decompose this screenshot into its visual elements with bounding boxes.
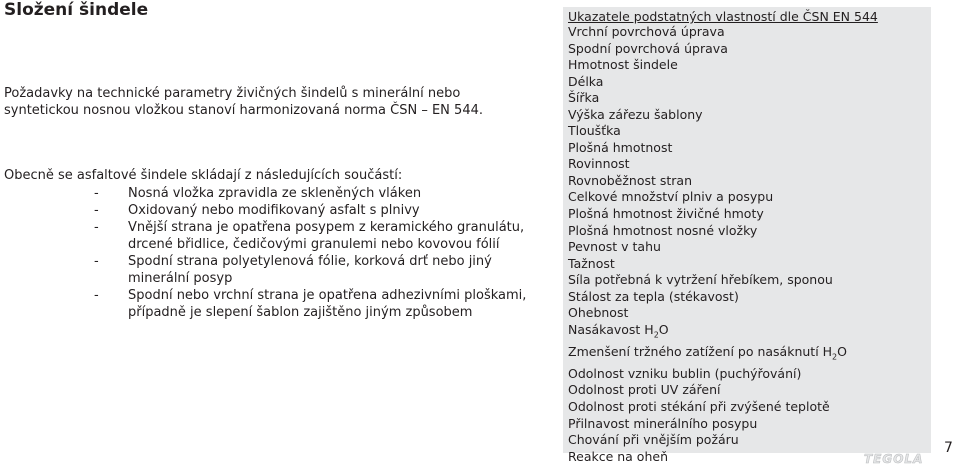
property-item: Rovnoběžnost stran bbox=[568, 172, 693, 188]
property-item: Hmotnost šindele bbox=[568, 57, 678, 73]
list-dash: - bbox=[94, 288, 99, 303]
property-item: Spodní povrchová úprava bbox=[568, 40, 728, 56]
subscript: 2 bbox=[832, 352, 838, 362]
list-dash: - bbox=[94, 254, 99, 269]
list-item-text: Spodní nebo vrchní strana je opatřena adhezivními ploškami, případně je slepení šablon zajištěno jiným způsobem bbox=[128, 288, 527, 320]
page-title: Složení šindele bbox=[4, 0, 149, 20]
property-text-tail: O bbox=[837, 343, 847, 359]
list-dash: - bbox=[94, 220, 99, 235]
property-item-water-absorption bbox=[568, 322, 847, 344]
property-item: Pevnost v tahu bbox=[568, 239, 661, 255]
properties-title: Ukazatele podstatných vlastností dle ČSN EN 544 bbox=[568, 9, 878, 24]
list-item-text: Oxidovaný nebo modifikovaný asfalt s plnivy bbox=[128, 203, 420, 218]
property-item: Délka bbox=[568, 73, 604, 89]
properties-list bbox=[568, 24, 847, 465]
list-item-text: Spodní strana polyetylenová fólie, korková drť nebo jiný minerální posyp bbox=[128, 254, 492, 286]
property-item: Přilnavost minerálního posypu bbox=[568, 415, 758, 431]
property-item: Plošná hmotnost nosné vložky bbox=[568, 222, 758, 238]
list-item bbox=[4, 202, 544, 219]
list-item bbox=[4, 219, 544, 253]
composition-heading: Obecně se asfaltové šindele skládají z následujících součástí: bbox=[4, 168, 403, 183]
list-item bbox=[4, 287, 544, 321]
list-item bbox=[4, 253, 544, 287]
brand-logo: TEGOLA bbox=[864, 452, 924, 466]
property-item: Odolnost vzniku bublin (puchýřování) bbox=[568, 365, 802, 381]
property-item: Rovinnost bbox=[568, 156, 630, 172]
subscript: 2 bbox=[653, 330, 659, 340]
property-item: Odolnost proti stékání při zvýšené teplotě bbox=[568, 399, 830, 415]
property-item: Reakce na oheň bbox=[568, 448, 668, 464]
list-item-text: Nosná vložka zpravidla ze skleněných vláken bbox=[128, 186, 422, 201]
list-item bbox=[4, 185, 544, 202]
property-item: Odolnost proti UV záření bbox=[568, 382, 721, 398]
property-item: Šířka bbox=[568, 90, 600, 106]
property-item-tear-strength bbox=[568, 344, 847, 366]
property-item: Plošná hmotnost bbox=[568, 139, 673, 155]
property-item: Tažnost bbox=[568, 255, 615, 271]
property-item: Síla potřebná k vytržení hřebíkem, sponou bbox=[568, 272, 833, 288]
property-item: Výška zářezu šablony bbox=[568, 106, 703, 122]
list-dash: - bbox=[94, 186, 99, 201]
property-item: Tloušťka bbox=[568, 123, 621, 139]
property-item: Vrchní povrchová úprava bbox=[568, 24, 725, 39]
list-dash: - bbox=[94, 203, 99, 218]
composition-section bbox=[4, 167, 544, 321]
property-item: Stálost za tepla (stékavost) bbox=[568, 288, 739, 304]
intro-paragraph: Požadavky na technické parametry živičných šindelů s minerální nebo syntetickou nosnou vložkou stanoví harmonizovaná norma ČSN – EN 544. bbox=[4, 86, 483, 118]
property-item: Chování při vnějším požáru bbox=[568, 432, 739, 448]
property-item: Plošná hmotnost živičné hmoty bbox=[568, 206, 764, 222]
list-item-text: Vnější strana je opatřena posypem z keramického granulátu, drcené břidlice, čedičovými granulemi nebo kovovou fólií bbox=[128, 220, 525, 252]
composition-list bbox=[4, 185, 544, 321]
property-item: Ohebnost bbox=[568, 305, 629, 321]
property-text-tail: O bbox=[658, 321, 669, 337]
page-number: 7 bbox=[944, 440, 953, 456]
property-text: Zmenšení tržného zatížení po nasáknutí H bbox=[568, 343, 833, 359]
property-text: Nasákavost H bbox=[568, 321, 654, 337]
property-item: Celkové množství plniv a posypu bbox=[568, 189, 774, 205]
